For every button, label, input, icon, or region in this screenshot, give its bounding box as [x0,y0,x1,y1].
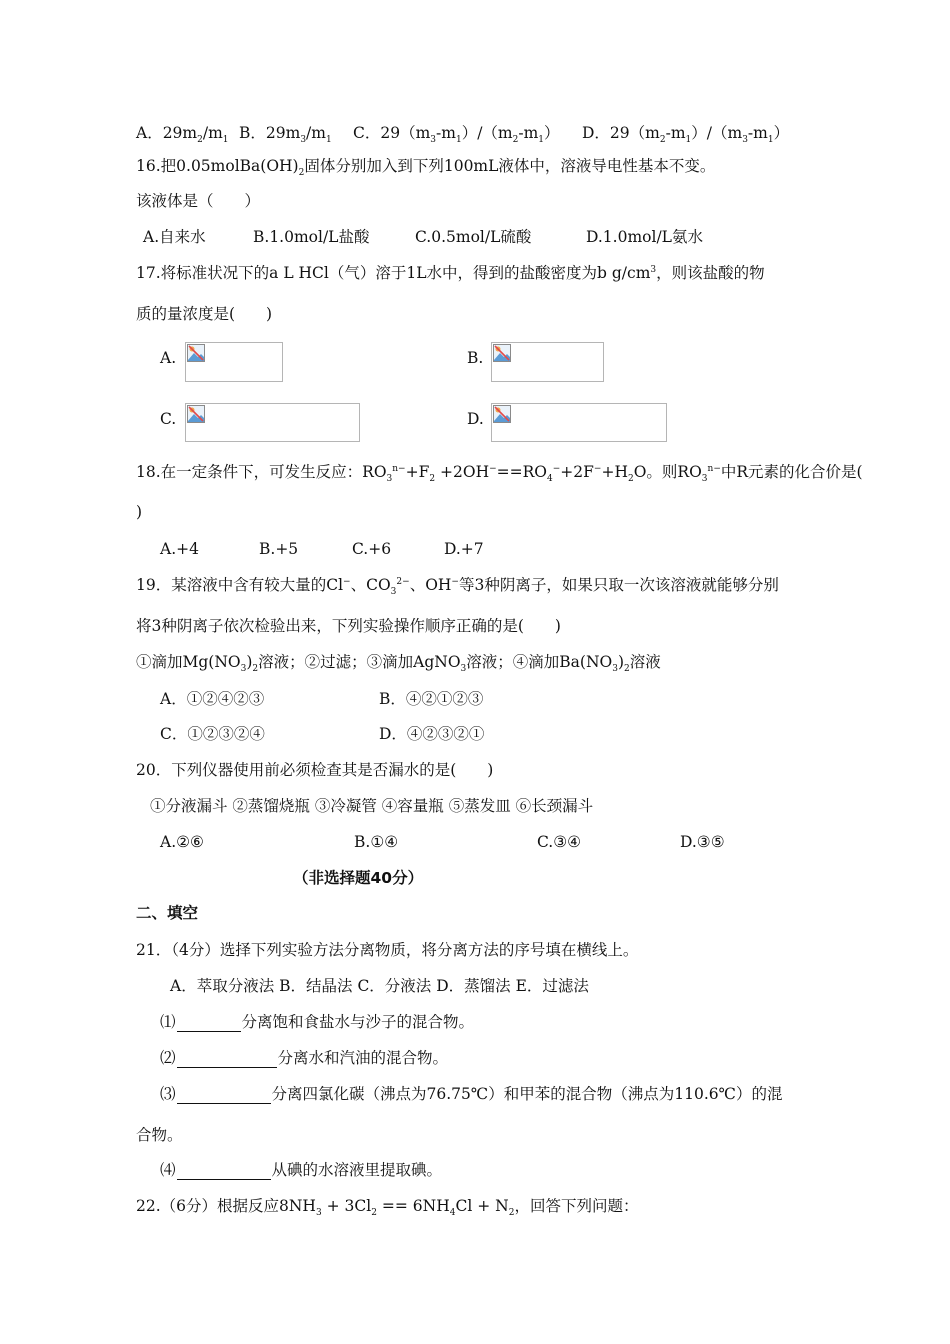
q19-option-c: C．①②③②④ [160,725,265,743]
q21-item-3-cont: 合物。 [136,1126,183,1144]
broken-image-icon [187,344,205,362]
answer-blank[interactable] [177,1163,271,1180]
q17-option-b-image [491,342,604,382]
q21-item-1: ⑴ 分离饱和食盐水与沙子的混合物。 [160,1013,475,1031]
q20-option-c: C.③④ [537,833,582,851]
q18-stem-line2: ) [136,503,143,521]
broken-image-icon [187,405,205,423]
q18-stem: 18.在一定条件下，可发生反应：$RO_3^{n-}+F_2 +2OH^-==RO_4^-+2F^-+H_2O$。则$RO_3^{n-}$中R元素的化合价是( [136,463,863,485]
q20-items: ①分液漏斗 ②蒸馏烧瓶 ③冷凝管 ④容量瓶 ⑤蒸发皿 ⑥长颈漏斗 [150,797,594,815]
q17-stem: 17.将标准状况下的a L HCl（气）溶于1L水中，得到的盐酸密度为b $g/cm^3$，则该盐酸的物 [136,264,765,282]
broken-image-icon [493,405,511,423]
q15-option-c: C．$29(m_3-m_1)/(m_2-m_1)$ [353,124,560,146]
q17-option-d-image [491,403,667,442]
q20-stem: 20．下列仪器使用前必须检查其是否漏水的是( ) [136,761,494,779]
q15-option-d: D．$29(m_2-m_1)/(m_3-m_1)$ [582,124,790,146]
q17-stem-line2: 质的量浓度是( ) [136,305,273,323]
q17-label-b: B. [467,349,484,367]
answer-blank[interactable] [177,1087,271,1104]
q18-option-d: D.+7 [444,540,484,558]
q21-item-3: ⑶ 分离四氯化碳（沸点为76.75℃）和甲苯的混合物（沸点为110.6℃）的混 [160,1085,783,1103]
q21-stem: 21．（4分）选择下列实验方法分离物质，将分离方法的序号填在横线上。 [136,941,639,959]
answer-blank[interactable] [177,1051,277,1068]
nonchoice-heading: （非选择题40分） [293,869,424,887]
q17-label-a: A. [160,349,177,367]
q21-item-2: ⑵ 分离水和汽油的混合物。 [160,1049,449,1067]
broken-image-icon [493,344,511,362]
q21-methods: A．萃取分液法 B．结晶法 C．分液法 D．蒸馏法 E．过滤法 [170,977,589,995]
q20-option-b: B.①④ [354,833,399,851]
q16-option-b: B.1.0mol/L盐酸 [253,228,370,246]
q21-item-4: ⑷ 从碘的水溶液里提取碘。 [160,1161,443,1179]
q16-stem-line2: 该液体是（ ） [136,192,261,210]
q15-option-a: A．$29m_2/m_1$ [136,124,229,146]
section-title: 二、填空 [136,904,199,922]
q18-option-c: C.+6 [352,540,392,558]
q16-option-a: A.自来水 [143,228,206,246]
q17-label-d: D. [467,410,484,428]
q16-stem: 16.把$0.05molBa(OH)_2$固体分别加入到下列100mL液体中，溶液导电性基本不变。 [136,157,716,179]
q19-stem: 19．某溶液中含有较大量的Cl−、$CO_3^{2-}$、OH−等3种阴离子，如果只取一次该溶液就能够分别 [136,576,779,598]
q16-option-d: D.1.0mol/L氨水 [586,228,703,246]
q19-option-b: B．④②①②③ [379,690,484,708]
q22-stem: 22.（6分）根据反应$8NH_3 + 3Cl_2 == 6NH_4Cl + N_2$，回答下列问题： [136,1197,639,1219]
q17-label-c: C. [160,410,177,428]
q20-option-d: D.③⑤ [680,833,725,851]
q17-option-a-image [185,342,283,382]
q19-option-a: A．①②④②③ [160,690,265,708]
q15-option-b: B．$29m_3/m_1$ [239,124,332,146]
q18-option-a: A.+4 [160,540,199,558]
q18-option-b: B.+5 [259,540,299,558]
q17-option-c-image [185,403,360,442]
q19-steps: ①滴加$Mg(NO_3)_2$溶液；②过滤；③滴加AgNO$_3$溶液；④滴加$Ba(NO_3)_2$溶液 [136,653,661,675]
answer-blank[interactable] [177,1015,241,1032]
q19-option-d: D．④②③②① [379,725,485,743]
q20-option-a: A.②⑥ [160,833,204,851]
q16-option-c: C.0.5mol/L硫酸 [415,228,532,246]
q19-stem-line2: 将3种阴离子依次检验出来，下列实验操作顺序正确的是( ) [136,617,561,635]
